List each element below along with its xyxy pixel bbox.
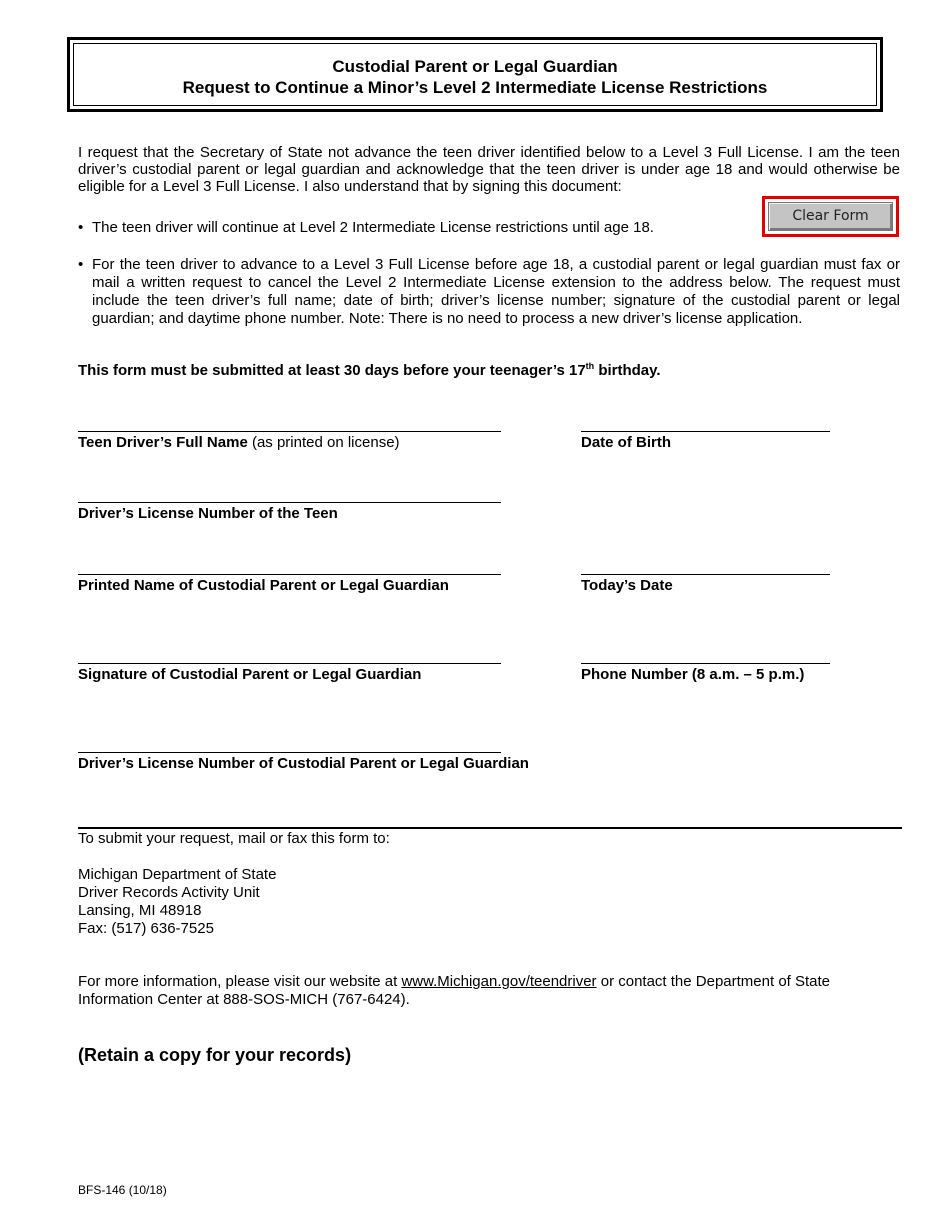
parent-signature-label-text: Signature of Custodial Parent or Legal Guardian — [78, 666, 422, 683]
fax-number: Fax: (517) 636-7525 — [78, 920, 214, 937]
more-info-end: or contact the Department of State Information Center at 888-SOS-MICH (767-6424). — [78, 973, 831, 1008]
phone-label-text: Phone Number (8 a.m. – 5 p.m.) — [581, 666, 805, 683]
teen-name-line[interactable] — [78, 431, 501, 432]
intro-paragraph: I request that the Secretary of State not advance the teen driver identified below to a Level 3 Full License. I am the teen driver’s custodial parent or legal guardian and acknowledge that the teen driver is under age 18 and would otherwise be eligible for a Level 3 Full License. I also understand that by signing this document: — [78, 144, 900, 195]
parent-signature-line[interactable] — [78, 663, 501, 664]
dob-label-text: Date of Birth — [581, 434, 671, 451]
phone-label — [581, 666, 804, 684]
form-title-line-2: Request to Continue a Minor’s Level 2 Intermediate License Restrictions — [182, 78, 768, 97]
address-line: Driver Records Activity Unit — [78, 884, 260, 901]
phone-line[interactable] — [581, 663, 830, 664]
bullet-icon: • — [78, 256, 84, 273]
deadline-notice-end: birthday. — [594, 362, 661, 379]
teen-license-label-text: Driver’s License Number of the Teen — [78, 505, 338, 522]
teen-license-line[interactable] — [78, 502, 501, 503]
parent-license-label-text: Driver’s License Number of Custodial Parent or Legal Guardian — [78, 755, 529, 772]
teen-license-label — [78, 505, 338, 523]
teendriver-website-link[interactable]: www.Michigan.gov/teendriver — [401, 973, 597, 990]
teen-name-label-note: (as printed on license) — [247, 434, 400, 451]
retain-copy-note: (Retain a copy for your records) — [78, 1045, 352, 1065]
deadline-notice-text: This form must be submitted at least 30 days before your teenager’s 17 — [78, 362, 586, 379]
form-title-line-1: Custodial Parent or Legal Guardian — [332, 57, 618, 76]
more-info-text — [78, 973, 900, 1009]
parent-license-line[interactable] — [78, 752, 501, 753]
clear-form-button-frame — [762, 196, 899, 237]
bullet-text: The teen driver will continue at Level 2 Intermediate License restrictions until age 18. — [92, 219, 654, 236]
parent-name-line[interactable] — [78, 574, 501, 575]
dob-label — [581, 434, 671, 452]
ordinal-suffix: th — [585, 361, 595, 371]
address-line: Lansing, MI 48918 — [78, 902, 202, 919]
todays-date-line[interactable] — [581, 574, 830, 575]
section-divider — [78, 827, 902, 829]
parent-signature-label — [78, 666, 421, 684]
teen-name-label-bold: Teen Driver’s Full Name — [78, 434, 248, 451]
todays-date-label-text: Today’s Date — [581, 577, 673, 594]
bullet-icon: • — [78, 219, 84, 236]
form-number: BFS-146 (10/18) — [78, 1183, 167, 1197]
teen-name-label — [78, 434, 400, 452]
address-line: Michigan Department of State — [78, 866, 277, 883]
todays-date-label — [581, 577, 673, 595]
more-info-start: For more information, please visit our website at — [78, 973, 402, 990]
parent-license-label — [78, 755, 529, 773]
clear-form-button[interactable]: Clear Form — [768, 202, 893, 231]
parent-name-label-text: Printed Name of Custodial Parent or Legal Guardian — [78, 577, 449, 594]
form-title-box — [67, 37, 883, 112]
dob-line[interactable] — [581, 431, 830, 432]
parent-name-label — [78, 577, 449, 595]
bullet-text: For the teen driver to advance to a Level 3 Full License before age 18, a custodial parent or legal guardian must fax or mail a written request to cancel the Level 2 Intermediate License extension to the address below. The request must include the teen driver’s full name; date of birth; driver’s license number; signature of the custodial parent or legal guardian; and daytime phone number. Note: There is no need to process a new driver’s license application. — [92, 256, 900, 327]
form-title — [73, 43, 877, 106]
submit-heading: To submit your request, mail or fax this form to: — [78, 830, 390, 847]
deadline-notice — [78, 361, 661, 379]
